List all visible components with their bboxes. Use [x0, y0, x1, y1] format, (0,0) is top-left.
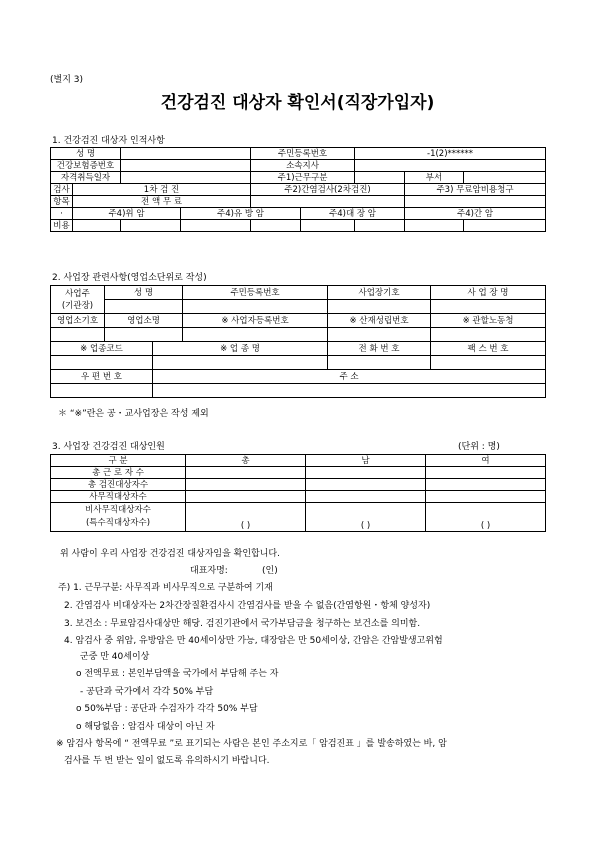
note-full-free: o 전액무료 : 본인부담액을 국가에서 부담해 주는 자 — [76, 669, 279, 679]
stomach-field[interactable] — [73, 220, 121, 232]
office-code-field[interactable] — [51, 328, 105, 342]
label-insurance-no: 건강보험증번호 — [51, 160, 121, 172]
check-label-2: 항목 — [51, 196, 73, 208]
label-phone: 전 화 번 호 — [328, 342, 431, 356]
label-industrial-no: ※ 산재성립번호 — [328, 314, 431, 328]
representative-label: 대표자명: — [190, 566, 228, 576]
unit-label: (단위 : 명) — [458, 442, 500, 452]
note-warning: ※ 암검사 항목에 “ 전액무료 ”로 표기되는 사람은 본인 주소지로「 암검진표 」를 발송하였는 바, 암 — [56, 739, 447, 749]
name-field[interactable] — [121, 148, 251, 160]
postal-field[interactable] — [51, 384, 153, 398]
phone-field[interactable] — [328, 356, 431, 370]
exam-targets-female[interactable] — [426, 479, 546, 491]
label-first-exam: 1차 검 진 — [73, 184, 251, 196]
work-type-field[interactable] — [355, 172, 405, 184]
breast-field-2[interactable] — [251, 220, 301, 232]
total-workers-female[interactable] — [426, 467, 546, 479]
section-1-heading: 1. 건강검진 대상자 인적사항 — [52, 136, 165, 146]
note-none: o 해당없음 : 암검사 대상이 아닌 자 — [76, 722, 215, 732]
label-office-name: 영업소명 — [105, 314, 183, 328]
note-full-free-detail: - 공단과 국가에서 각각 50% 부담 — [80, 687, 214, 697]
label-postal: 우 편 번 호 — [51, 370, 153, 384]
row-nonoffice — [51, 503, 186, 532]
stomach-field-2[interactable] — [121, 220, 181, 232]
label-liver-exam: 주2)간염검사(2차검진) — [251, 184, 405, 196]
qual-date-field[interactable] — [121, 172, 251, 184]
note-half: o 50%부담 : 공단과 수검자가 각각 50% 부담 — [76, 704, 258, 714]
liver-cancer-field-2[interactable] — [464, 220, 546, 232]
seal-mark: (인) — [262, 566, 278, 576]
label-breast: 주4)유 방 암 — [181, 208, 301, 220]
office-female[interactable] — [426, 491, 546, 503]
col-female: 여 — [426, 455, 546, 467]
nonoffice-male[interactable] — [306, 503, 426, 532]
label-biz-reg-no: ※ 사업자등록번호 — [183, 314, 328, 328]
liver-cancer-field[interactable] — [405, 220, 464, 232]
row-total-workers: 총 근 로 자 수 — [51, 467, 186, 479]
section-3-heading: 3. 사업장 건강검진 대상인원 — [52, 442, 165, 452]
label-industry: ※ 업 종 명 — [153, 342, 328, 356]
page-title: 건강검진 대상자 확인서(직장가입자) — [160, 93, 435, 113]
section-2-heading: 2. 사업장 관련사항(영업소단위로 작성) — [52, 273, 207, 283]
total-workers-male[interactable] — [306, 467, 426, 479]
row-office: 사무직대상자수 — [51, 491, 186, 503]
special-label: (특수직대상자수) — [85, 518, 151, 528]
exam-targets-male[interactable] — [306, 479, 426, 491]
col-total: 총 — [186, 455, 306, 467]
label-fax: 팩 스 번 호 — [431, 342, 546, 356]
check-label-3: · — [51, 208, 73, 220]
branch-field[interactable] — [355, 160, 546, 172]
special-male-paren: ( ) — [360, 521, 371, 531]
employer-rrn-field[interactable] — [183, 300, 328, 314]
label-name: 성 명 — [51, 148, 121, 160]
biz-name-field[interactable] — [431, 300, 546, 314]
note-4: 4. 암검사 중 위암, 유방암은 만 40세이상만 가능, 대장암은 만 50세이상, 간암은 간암발생고위험 — [64, 636, 443, 646]
label-employer-name: 성 명 — [105, 286, 183, 300]
label-biz-code: 사업장기호 — [328, 286, 431, 300]
free-billing-field[interactable] — [405, 196, 546, 208]
label-office-code: 영업소기호 — [51, 314, 105, 328]
form-number: (별지 3) — [50, 75, 83, 85]
label-address: 주 소 — [153, 370, 546, 384]
special-total-paren: ( ) — [240, 521, 251, 531]
check-label-1: 검사 — [51, 184, 73, 196]
nonoffice-label: 비사무직대상자수 — [85, 505, 151, 515]
biz-reg-no-field[interactable] — [183, 328, 328, 342]
label-stomach: 주4)위 암 — [73, 208, 181, 220]
office-male[interactable] — [306, 491, 426, 503]
industrial-no-field[interactable] — [328, 328, 431, 342]
confirmation-statement: 위 사람이 우리 사업장 건강검진 대상자임을 확인합니다. — [60, 549, 280, 559]
note-3: 3. 보건소 : 무료암검사대상만 해당. 검진기관에서 국가부담금을 청구하는 보건소를 의미함. — [64, 619, 421, 629]
special-female-paren: ( ) — [480, 521, 491, 531]
employer-name-field[interactable] — [105, 300, 183, 314]
check-label-4: 비용 — [51, 220, 73, 232]
colon-field[interactable] — [301, 220, 355, 232]
liver-exam-field[interactable] — [251, 196, 405, 208]
nonoffice-female[interactable] — [426, 503, 546, 532]
note-warning-cont: 검사를 두 번 받는 일이 없도록 유의하시기 바랍니다. — [64, 756, 270, 766]
label-work-type: 주1)근무구분 — [251, 172, 355, 184]
note-1: 주) 1. 근무구분: 사무직과 비사무직으로 구분하여 기재 — [58, 583, 273, 593]
label-rrn: 주민등록번호 — [251, 148, 355, 160]
label-biz-name: 사 업 장 명 — [431, 286, 546, 300]
note-2: 2. 간염검사 비대상자는 2차간장질환검사시 간염검사를 받을 수 없음(간염항원・항체 양성자) — [64, 601, 431, 611]
row-exam-targets: 총 검진대상자수 — [51, 479, 186, 491]
employer-sublabel: (기관장) — [61, 300, 94, 311]
rrn-field[interactable]: -1(2)****** — [355, 148, 546, 160]
label-employer — [51, 286, 105, 314]
col-male: 남 — [306, 455, 426, 467]
dept-field[interactable] — [464, 172, 546, 184]
exam-targets-total[interactable] — [186, 479, 306, 491]
label-liver-cancer: 주4)간 암 — [405, 208, 546, 220]
industry-code-field[interactable] — [51, 356, 153, 370]
label-full-free: 전 액 무 료 — [73, 196, 251, 208]
employer-label: 사업주 — [65, 288, 90, 299]
label-branch: 소속지사 — [251, 160, 355, 172]
biz-code-field[interactable] — [328, 300, 431, 314]
label-qual-date: 자격취득일자 — [51, 172, 121, 184]
label-labor-office: ※ 관할노동청 — [431, 314, 546, 328]
labor-office-field[interactable] — [431, 328, 546, 342]
nonoffice-total[interactable] — [186, 503, 306, 532]
total-workers-total[interactable] — [186, 467, 306, 479]
colon-field-2[interactable] — [355, 220, 405, 232]
label-colon: 주4)대 장 암 — [301, 208, 405, 220]
label-employer-rrn: 주민등록번호 — [183, 286, 328, 300]
note-4-cont: 군중 만 40세이상 — [80, 652, 150, 662]
workplace-info-table — [50, 285, 546, 398]
industry-field[interactable] — [153, 356, 328, 370]
label-free-billing: 주3) 무료암비용청구 — [405, 184, 546, 196]
label-dept: 부서 — [405, 172, 464, 184]
insurance-no-field[interactable] — [121, 160, 251, 172]
fax-field[interactable] — [431, 356, 546, 370]
headcount-table — [50, 454, 546, 532]
col-category: 구 분 — [51, 455, 186, 467]
address-field[interactable] — [153, 384, 546, 398]
office-total[interactable] — [186, 491, 306, 503]
breast-field[interactable] — [181, 220, 251, 232]
label-industry-code: ※ 업종코드 — [51, 342, 153, 356]
office-name-field[interactable] — [105, 328, 183, 342]
workplace-note: ＊ “※”란은 공・교사업장은 작성 제외 — [58, 409, 209, 419]
personal-info-table — [50, 147, 546, 232]
